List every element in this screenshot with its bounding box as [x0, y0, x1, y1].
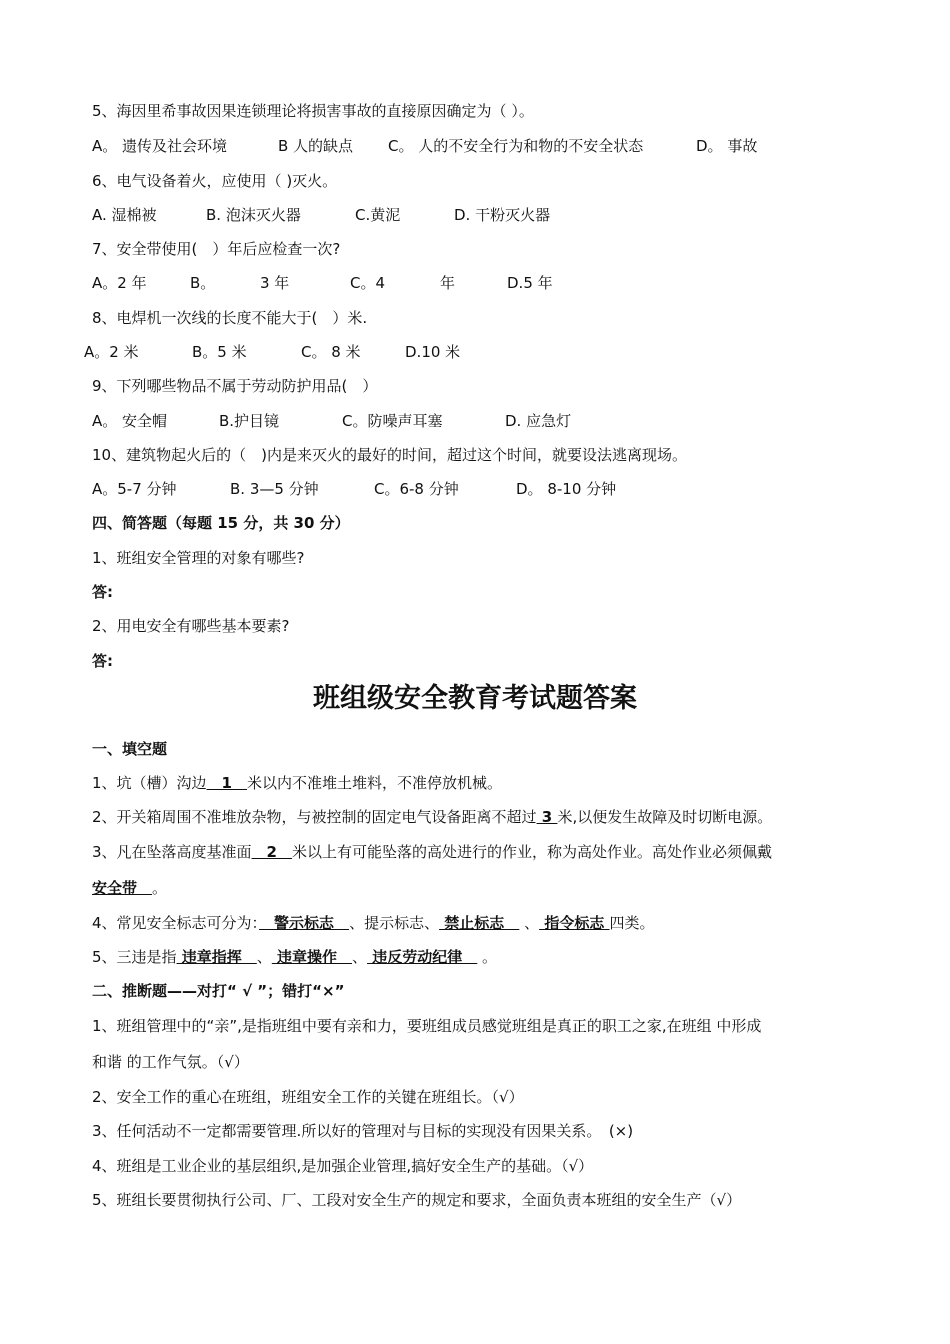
fill-answer-4	[92, 913, 655, 933]
answer-blank: 警示标志	[259, 914, 350, 932]
option: A。 遗传及社会环境	[92, 137, 228, 155]
option: B. 3—5 分钟	[230, 480, 319, 498]
question-5: 5、海因里希事故因果连锁理论将损害事故的直接原因确定为（ ）。	[92, 102, 534, 120]
short-question-1: 1、班组安全管理的对象有哪些?	[92, 549, 305, 567]
section-heading: 二、推断题——对打“ √ ”；错打“×”	[92, 982, 345, 1000]
answer-label: 答:	[92, 652, 113, 670]
page-title: 班组级安全教育考试题答案	[313, 683, 637, 714]
answer-blank: 3	[536, 808, 558, 826]
option: D. 应急灯	[505, 412, 572, 430]
option: D. 干粉灭火器	[454, 206, 551, 224]
option: 3 年	[260, 274, 290, 292]
answer-blank: 违反劳动纪律	[367, 948, 478, 966]
judge-answer-2: 2、安全工作的重心在班组，班组安全工作的关键在班组长。（√）	[92, 1088, 524, 1106]
option: A。5-7 分钟	[92, 480, 177, 498]
answer-blank: 1	[206, 774, 247, 792]
section-heading: 一、填空题	[92, 740, 168, 758]
question-7: 7、安全带使用( ）年后应检查一次?	[92, 240, 341, 258]
question-9: 9、下列哪些物品不属于劳动防护用品( ）	[92, 377, 378, 395]
answer-label: 答:	[92, 583, 113, 601]
answer-blank: 2	[251, 843, 292, 861]
fill-answer-1	[92, 773, 502, 793]
option: C。 8 米	[301, 343, 361, 361]
text: 、	[256, 948, 272, 966]
option: C。6-8 分钟	[374, 480, 459, 498]
text: 1、坑（槽）沟边	[92, 774, 207, 792]
option: C。 人的不安全行为和物的不安全状态	[388, 137, 644, 155]
option: D.5 年	[507, 274, 553, 292]
fill-answer-2	[92, 807, 772, 827]
text: 、提示标志、	[349, 914, 440, 932]
fill-answer-3	[92, 842, 772, 862]
judge-answer-5: 5、班组长要贯彻执行公司、厂、工段对安全生产的规定和要求，全面负责本班组的安全生产（√）	[92, 1191, 742, 1209]
text: 。	[477, 948, 498, 966]
fill-answer-3-cont	[92, 878, 167, 898]
option: D。 8-10 分钟	[516, 480, 617, 498]
answer-blank: 禁止标志	[439, 914, 520, 932]
judge-answer-1-cont: 和谐 的工作气氛。（√）	[92, 1053, 249, 1071]
text: 2、开关箱周围不准堆放杂物，与被控制的固定电气设备距离不超过	[92, 808, 537, 826]
judge-answer-3: 3、任何活动不一定都需要管理.所以好的管理对与目标的实现没有因果关系。 (×)	[92, 1122, 634, 1140]
answer-blank: 违章指挥	[176, 948, 257, 966]
short-question-2: 2、用电安全有哪些基本要素?	[92, 617, 290, 635]
answer-blank	[137, 879, 152, 897]
text: 4、常见安全标志可分为：	[92, 914, 260, 932]
option: C.黄泥	[355, 206, 401, 224]
text: 、	[352, 948, 368, 966]
option: B。	[190, 274, 216, 292]
text: 、	[519, 914, 540, 932]
text: 米以上有可能坠落的高处进行的作业，称为高处作业。高处作业必须佩戴	[291, 843, 772, 861]
option: B. 泡沫灭火器	[206, 206, 301, 224]
option: B.护目镜	[219, 412, 280, 430]
answer-blank: 指令标志	[539, 914, 610, 932]
judge-answer-1: 1、班组管理中的“亲”,是指班组中要有亲和力，要班组成员感觉班组是真正的职工之家,在班组 中形成	[92, 1017, 762, 1035]
option: A。 安全帽	[92, 412, 168, 430]
question-8: 8、电焊机一次线的长度不能大于( ）米.	[92, 309, 368, 327]
text: 米以内不准堆土堆料，不准停放机械。	[246, 774, 502, 792]
answer-blank: 安全带	[92, 879, 138, 897]
section-heading: 四、简答题（每题 15 分，共 30 分）	[92, 514, 350, 532]
option: C。4	[350, 274, 386, 292]
option: B。5 米	[192, 343, 247, 361]
text: 5、三违是指	[92, 948, 177, 966]
option: A。2 年	[92, 274, 147, 292]
option: A. 湿棉被	[92, 206, 157, 224]
question-6: 6、电气设备着火，应使用（ )灭火。	[92, 172, 338, 190]
answer-blank: 违章操作	[271, 948, 353, 966]
option: B 人的缺点	[278, 137, 354, 155]
text: 3、凡在坠落高度基准面	[92, 843, 252, 861]
fill-answer-5	[92, 947, 497, 967]
option: D.10 米	[405, 343, 461, 361]
option: A。2 米	[84, 343, 139, 361]
question-10: 10、建筑物起火后的（ )内是来灭火的最好的时间，超过这个时间，就要设法逃离现场。	[92, 446, 687, 464]
option: C。防噪声耳塞	[342, 412, 443, 430]
judge-answer-4: 4、班组是工业企业的基层组织,是加强企业管理,搞好安全生产的基础。（√）	[92, 1157, 594, 1175]
text: 米,以便发生故障及时切断电源。	[557, 808, 773, 826]
text: 。	[152, 879, 168, 897]
text: 四类。	[609, 914, 655, 932]
option: 年	[440, 274, 456, 292]
option: D。 事故	[696, 137, 758, 155]
